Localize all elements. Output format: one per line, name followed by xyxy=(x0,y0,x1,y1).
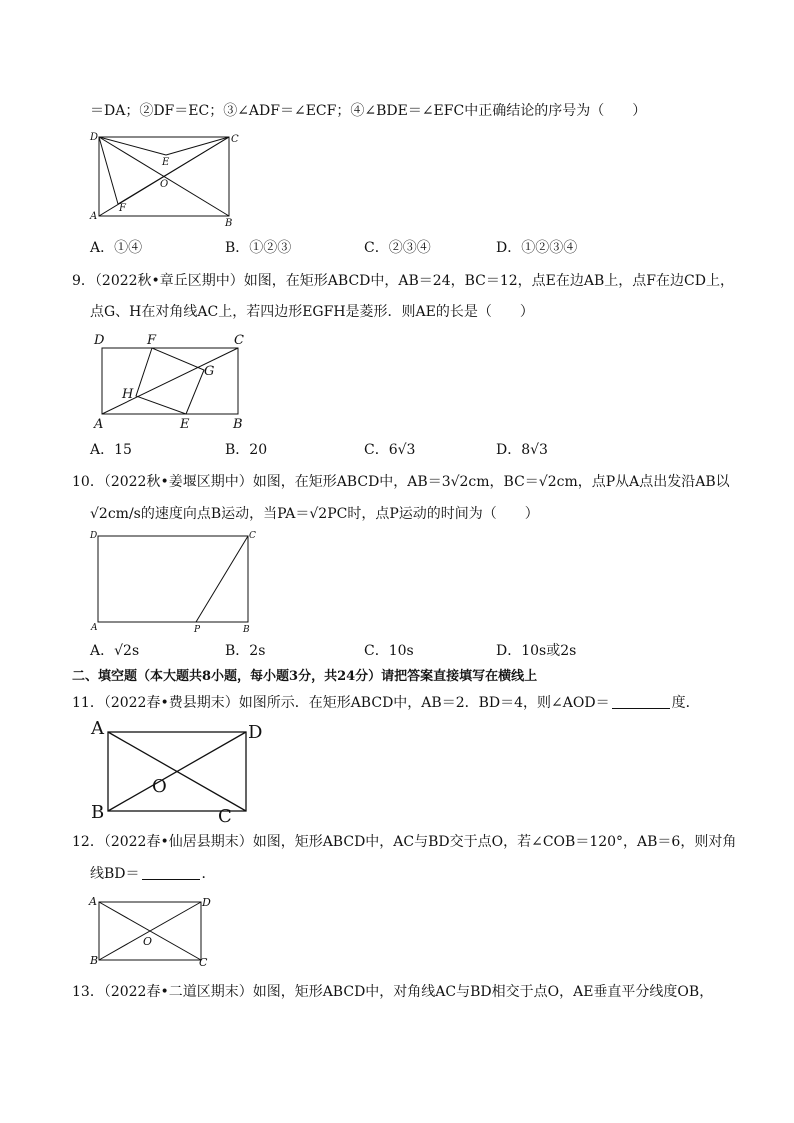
q10-line2: √2cm/s的速度向点B运动，当PA＝√2PC时，点P运动的时间为（ ） xyxy=(90,506,539,522)
q11-label-c: C xyxy=(218,806,232,827)
q8-text: ＝DA；②DF＝EC；③∠ADF＝∠ECF；④∠BDE＝∠EFC中正确结论的序号为（ ） xyxy=(90,103,647,119)
q12-line1: 12．（2022春•仙居县期末）如图，矩形ABCD中，AC与BD交于点O，若∠COB＝120°，AB＝6，则对角 xyxy=(72,834,737,850)
q12-label-c: C xyxy=(199,956,208,969)
q11-text-b: 度． xyxy=(671,695,700,711)
q11-label-a: A xyxy=(91,718,104,739)
q12-line2 xyxy=(90,864,216,884)
q11-text xyxy=(72,693,700,713)
q12-label-d: D xyxy=(202,896,211,909)
q11-label-d: D xyxy=(248,722,263,743)
q9-option-b: B．20 xyxy=(225,442,268,458)
q10-label-d: D xyxy=(90,531,98,541)
q8-label-o: O xyxy=(160,179,169,190)
q8-segment-de xyxy=(99,137,166,155)
q9-line1: 9．（2022秋•章丘区期中）如图，在矩形ABCD中，AB＝24，BC＝12，点E在边AB上，点F在边CD上， xyxy=(72,273,734,289)
q10-rectangle xyxy=(98,536,248,622)
q12-figure xyxy=(88,894,218,974)
q9-label-e: E xyxy=(180,417,190,432)
q12-label-o: O xyxy=(143,935,153,948)
q8-segment-ec xyxy=(166,137,229,155)
q10-option-c: C．10s xyxy=(364,643,414,659)
q10-label-p: P xyxy=(194,625,201,635)
q9-option-d: D．8√3 xyxy=(496,442,548,458)
q8-option-c: C．②③④ xyxy=(364,240,431,256)
q10-label-a: A xyxy=(91,623,98,633)
q9-label-f: F xyxy=(147,333,157,348)
q12-label-a: A xyxy=(89,895,97,908)
q13-text: 13．（2022春•二道区期末）如图，矩形ABCD中，对角线AC与BD相交于点O，AE垂直平分线度OB， xyxy=(72,984,714,1000)
q8-figure xyxy=(88,130,248,230)
q10-option-a: A．√2s xyxy=(90,643,140,659)
q9-line2: 点G、H在对角线AC上，若四边形EGFH是菱形．则AE的长是（ ） xyxy=(90,304,534,320)
q8-label-a: A xyxy=(90,211,98,222)
q9-figure xyxy=(90,330,260,430)
q8-option-b: B．①②③ xyxy=(225,240,292,256)
q11-figure xyxy=(88,718,268,826)
q9-label-g: G xyxy=(204,364,215,379)
q10-segment-pc xyxy=(196,536,248,622)
q11-text-a: 11．（2022春•费县期末）如图所示．在矩形ABCD中，AB＝2．BD＝4，则∠AOD＝ xyxy=(72,695,610,711)
q10-option-d: D．10s或2s xyxy=(496,643,577,659)
q10-label-b: B xyxy=(243,625,250,635)
section-2-heading: 二、填空题（本大题共8小题，每小题3分，共24分）请把答案直接填写在横线上 xyxy=(72,669,538,684)
q11-label-o: O xyxy=(152,776,167,797)
q10-figure xyxy=(88,530,263,635)
q9-diagonal-ac xyxy=(102,348,238,414)
q9-label-h: H xyxy=(122,387,134,402)
q8-label-c: C xyxy=(231,134,239,145)
q9-label-a: A xyxy=(94,417,104,432)
q11-label-b: B xyxy=(91,802,105,823)
q9-label-c: C xyxy=(234,333,244,348)
q9-option-c: C．6√3 xyxy=(364,442,416,458)
q10-option-b: B．2s xyxy=(225,643,266,659)
q8-label-d: D xyxy=(90,132,99,143)
q8-option-d: D．①②③④ xyxy=(496,240,578,256)
q12-line2-b: ． xyxy=(201,866,216,882)
q10-label-c: C xyxy=(249,531,256,541)
q9-label-d: D xyxy=(94,333,105,348)
q8-option-a: A．①④ xyxy=(90,240,143,256)
q12-line2-a: 线BD＝ xyxy=(90,866,140,882)
q10-line1: 10．（2022秋•姜堰区期中）如图，在矩形ABCD中，AB＝3√2cm，BC＝√2cm，点P从A点出发沿AB以 xyxy=(72,474,730,490)
q9-option-a: A．15 xyxy=(90,442,132,458)
q12-answer-blank[interactable] xyxy=(142,865,200,880)
q9-label-b: B xyxy=(233,417,243,432)
q11-answer-blank[interactable] xyxy=(612,694,670,709)
q12-label-b: B xyxy=(90,954,99,967)
q8-label-e: E xyxy=(162,157,170,168)
q8-label-f: F xyxy=(119,203,126,214)
q8-label-b: B xyxy=(225,218,233,229)
